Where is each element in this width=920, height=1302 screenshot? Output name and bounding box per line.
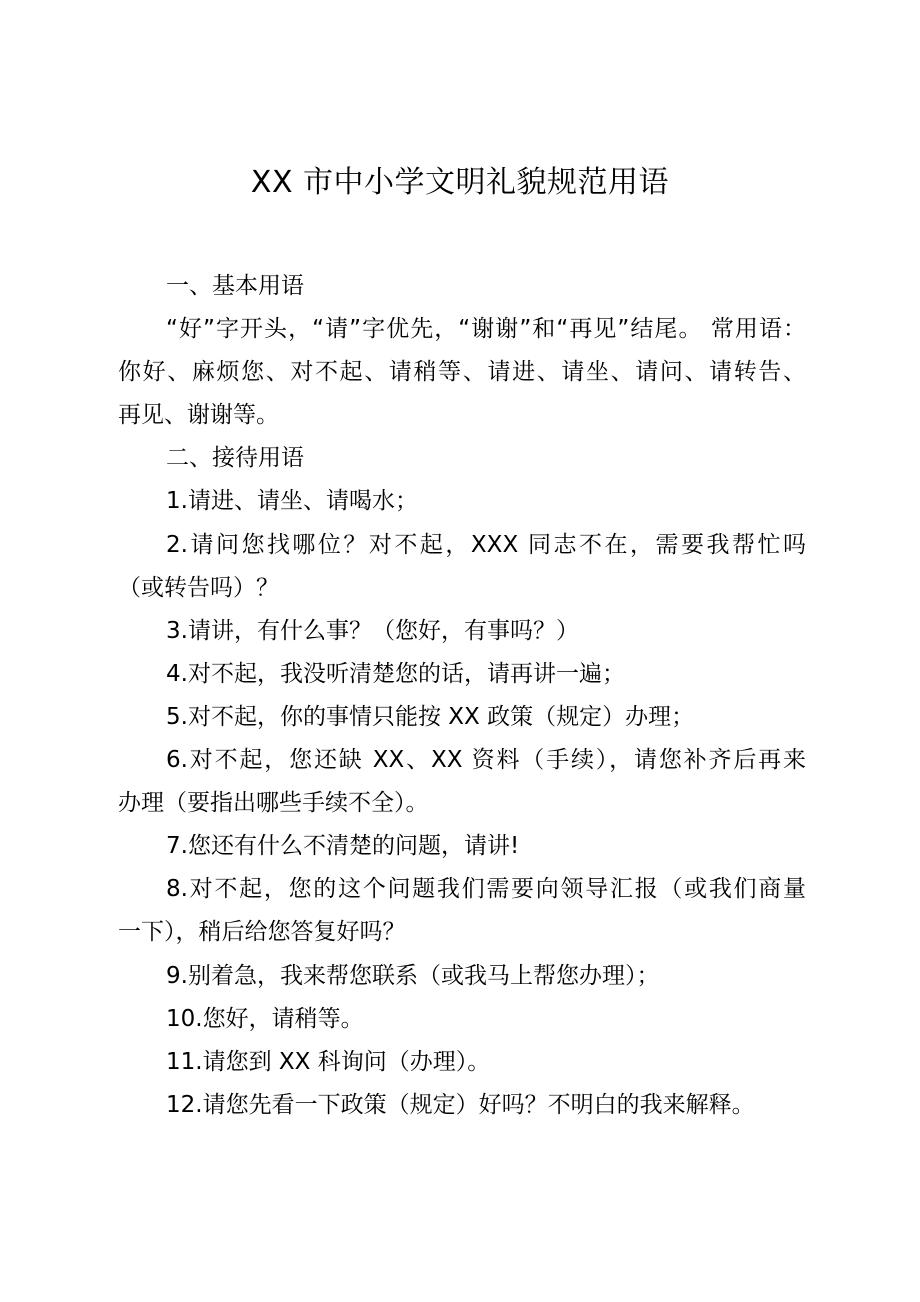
paragraph — [118, 696, 806, 739]
paragraph-line: 7.您还有什么不清楚的问题，请讲! — [166, 833, 520, 860]
paragraph-line: 6.对不起，您还缺 XX、XX 资料（手续），请您补齐后再来 — [166, 747, 806, 774]
paragraph-line: 一、基本用语 — [166, 273, 304, 299]
paragraph — [118, 955, 806, 998]
paragraph — [118, 739, 806, 825]
paragraph-line: 4.对不起，我没听清楚您的话，请再讲一遍； — [166, 660, 625, 687]
paragraph-line: 9.别着急，我来帮您联系（或我马上帮您办理）； — [166, 962, 660, 989]
paragraph-line: 办理（要指出哪些手续不全）。 — [118, 790, 429, 817]
paragraph-line: 你好、麻烦您、对不起、请稍等、请进、请坐、请问、请转告、 — [118, 359, 806, 386]
paragraph-line: 2.请问您找哪位？对不起，XXX 同志不在，需要我帮忙吗 — [166, 531, 806, 558]
paragraph-line: 12.请您先看一下政策（规定）好吗？不明白的我来解释。 — [166, 1091, 755, 1118]
paragraph — [118, 308, 806, 437]
paragraph-line: 8.对不起，您的这个问题我们需要向领导汇报（或我们商量 — [166, 876, 806, 903]
paragraph — [118, 524, 806, 610]
paragraph-line: 1.请进、请坐、请喝水； — [166, 488, 418, 515]
paragraph-line: 3.请讲，有什么事？（您好，有事吗？） — [166, 617, 579, 644]
paragraph — [118, 653, 806, 696]
paragraph — [118, 1041, 806, 1084]
paragraph-line: 再见、谢谢等。 — [118, 402, 279, 429]
paragraph-line: 11.请您到 XX 科询问（办理）。 — [166, 1048, 491, 1075]
paragraph — [118, 265, 806, 308]
paragraph-line: 二、接待用语 — [166, 445, 304, 472]
document-body — [118, 265, 806, 1127]
paragraph-line: 5.对不起，你的事情只能按 XX 政策（规定）办理； — [166, 703, 695, 730]
paragraph — [118, 610, 806, 653]
paragraph — [118, 868, 806, 954]
paragraph — [118, 437, 806, 480]
document-title: XX 市中小学文明礼貌规范用语 — [250, 165, 670, 200]
paragraph-line: （或转告吗）？ — [118, 574, 279, 601]
paragraph-line: 10.您好，请稍等。 — [166, 1005, 364, 1032]
paragraph-line: “好”字开头，“请”字优先，“谢谢”和“再见”结尾。 常用语： — [166, 316, 806, 343]
paragraph-line: 一下），稍后给您答复好吗？ — [118, 919, 406, 946]
paragraph — [118, 825, 806, 868]
paragraph — [118, 998, 806, 1041]
paragraph — [118, 480, 806, 523]
paragraph — [118, 1084, 806, 1127]
